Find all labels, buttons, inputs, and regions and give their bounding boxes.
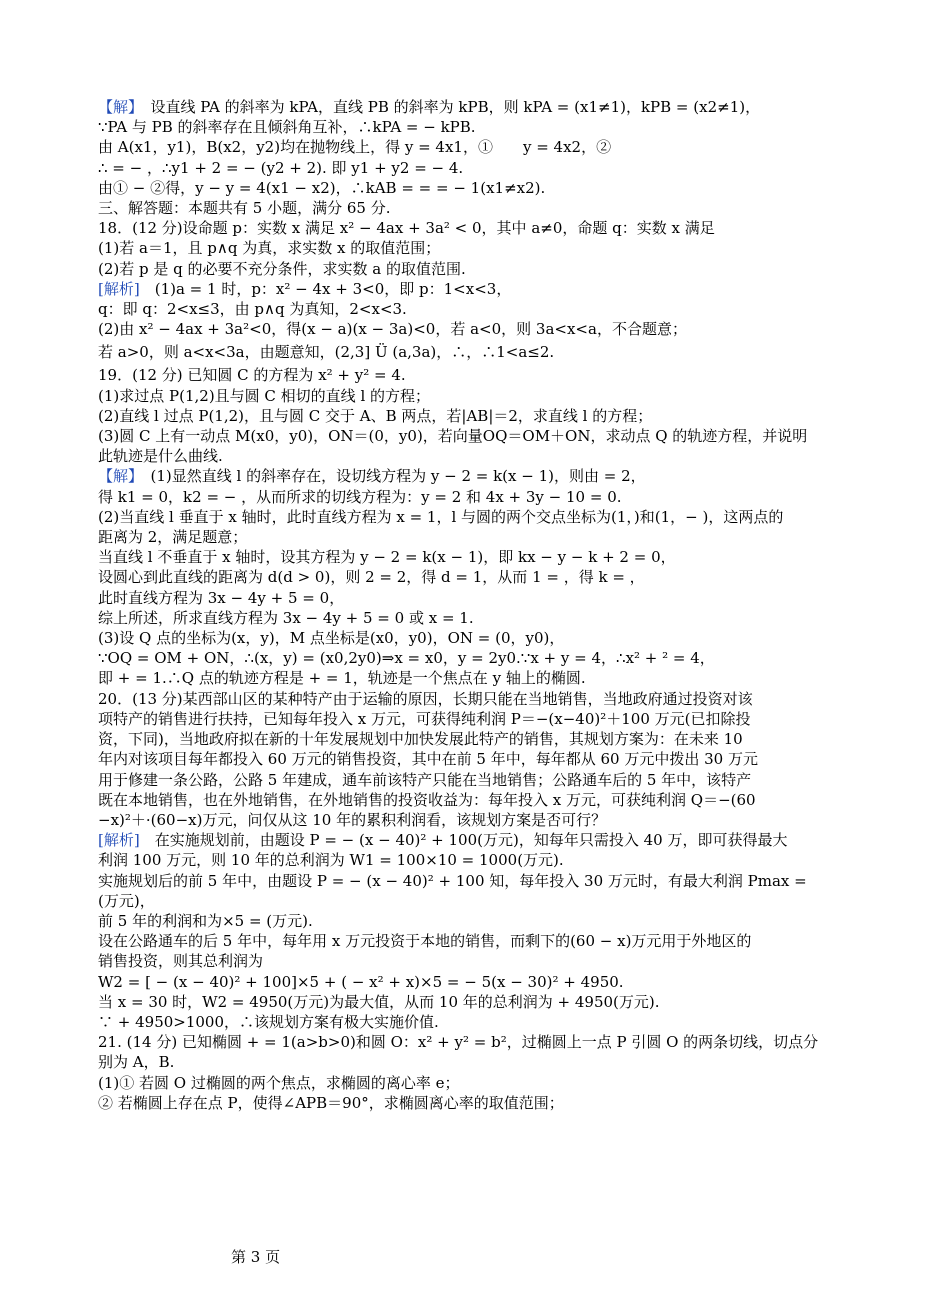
text-line	[98, 117, 868, 137]
text-line	[98, 279, 868, 299]
line-text: 得 k1 = 0，k2 = − ，从而所求的切线方程为：y = 2 和 4x + 3y − 10 = 0.	[98, 487, 622, 506]
line-text: 项特产的销售进行扶持，已知每年投入 x 万元，可获得纯利润 P＝−(x−40)²＋100 万元(已扣除投	[98, 709, 751, 728]
text-line	[98, 951, 868, 971]
text-line	[98, 319, 868, 339]
text-line	[98, 931, 868, 951]
line-text: 18．(12 分)设命题 p：实数 x 满足 x² − 4ax + 3a² < 0，其中 a≠0，命题 q：实数 x 满足	[98, 219, 715, 238]
line-text: (3)圆 C 上有一动点 M(x0，y0)，ON＝(0，y0)，若向量OQ＝OM＋ON，求动点 Q 的轨迹方程，并说明	[98, 427, 808, 446]
text-line	[98, 1032, 868, 1052]
text-line	[98, 487, 868, 507]
line-text: ∵ + 4950>1000，∴该规划方案有极大实施价值.	[98, 1012, 439, 1031]
text-line	[98, 911, 868, 931]
text-line	[98, 770, 868, 790]
text-line	[98, 891, 868, 911]
text-line	[98, 1052, 868, 1072]
line-text: 别为 A，B.	[98, 1053, 175, 1072]
line-text: 设直线 PA 的斜率为 kPA，直线 PB 的斜率为 kPB，则 kPA = (x1≠1)，kPB = (x2≠1)，	[135, 98, 761, 116]
text-line	[98, 158, 868, 178]
line-text: 20．(13 分)某西部山区的某种特产由于运输的原因，长期只能在当地销售，当地政府通过投资对该	[98, 689, 753, 708]
text-line	[98, 547, 868, 567]
line-text: 若 a>0，则 a<x<3a，由题意知，(2,3] Ü (a,3a)，∴，∴1<a≤2.	[98, 343, 555, 362]
text-line	[98, 137, 868, 157]
line-text: (1)求过点 P(1,2)且与圆 C 相切的直线 l 的方程；	[98, 386, 431, 405]
line-text: (3)设 Q 点的坐标为(x，y)，M 点坐标是(x0，y0)，ON = (0，y0)，	[98, 629, 565, 648]
text-line	[98, 259, 868, 279]
text-line	[98, 608, 868, 628]
text-line	[98, 709, 868, 729]
line-text: 此时直线方程为 3x − 4y + 5 = 0，	[98, 588, 345, 607]
line-text: 实施规划后的前 5 年中，由题设 P = − (x − 40)² + 100 知，每年投入 30 万元时，有最大利润 Pmax =	[98, 871, 807, 890]
line-text: ∵PA 与 PB 的斜率存在且倾斜角互补，∴kPA = − kPB.	[98, 118, 476, 137]
line-text: 21. (14 分) 已知椭圆 + = 1(a>b>0)和圆 O：x² + y² = b²，过椭圆上一点 P 引圆 O 的两条切线，切点分	[98, 1033, 819, 1052]
line-text: ② 若椭圆上存在点 P，使得∠APB＝90°，求椭圆离心率的取值范围；	[98, 1093, 564, 1112]
line-text: 由① − ②得，y − y = 4(x1 − x2)，∴kAB = = = − 1(x1≠x2).	[98, 178, 546, 197]
line-text: (1)若 a＝1，且 p∧q 为真，求实数 x 的取值范围；	[98, 239, 441, 258]
text-line	[98, 749, 868, 769]
text-line	[98, 198, 868, 218]
line-text: (1)① 若圆 O 过椭圆的两个焦点，求椭圆的离心率 e；	[98, 1073, 460, 1092]
line-text: q：即 q：2<x≤3，由 p∧q 为真知，2<x<3.	[98, 300, 407, 319]
text-line	[98, 810, 868, 830]
page-number: 第 3 页	[231, 1248, 281, 1266]
text-line	[98, 426, 868, 446]
line-text: 距离为 2，满足题意；	[98, 528, 248, 547]
line-text: ∴ = − ，∴y1 + 2 = − (y2 + 2). 即 y1 + y2 = − 4.	[98, 158, 464, 177]
line-text: (1)显然直线 l 的斜率存在，设切线方程为 y − 2 = k(x − 1)，则由 = 2，	[135, 467, 646, 486]
text-line	[98, 339, 868, 365]
text-line	[98, 689, 868, 709]
line-text: 用于修建一条公路，公路 5 年建成，通车前该特产只能在当地销售；公路通车后的 5 年中，该特产	[98, 770, 752, 789]
text-line	[98, 648, 868, 668]
line-text: 利润 100 万元，则 10 年的总利润为 W1 = 100×10 = 1000(万元).	[98, 851, 564, 870]
text-line	[98, 1012, 868, 1032]
line-text: 销售投资，则其总利润为	[98, 952, 264, 971]
text-line	[98, 992, 868, 1012]
solution-label: 【解】	[98, 98, 136, 116]
line-text: 三、解答题：本题共有 5 小题，满分 65 分.	[98, 199, 391, 218]
text-line	[98, 972, 868, 992]
text-line	[98, 406, 868, 426]
line-text: 前 5 年的利润和为×5 = (万元).	[98, 911, 313, 930]
text-line	[98, 830, 868, 850]
text-line	[98, 178, 868, 198]
text-line	[98, 850, 868, 870]
line-text: 年内对该项目每年都投入 60 万元的销售投资，其中在前 5 年中，每年都从 60 万元中拨出 30 万元	[98, 750, 758, 769]
line-text: (2)若 p 是 q 的必要不充分条件，求实数 a 的取值范围.	[98, 259, 466, 278]
line-text: 设在公路通车的后 5 年中，每年用 x 万元投资于本地的销售，而剩下的(60 − x)万元用于外地区的	[98, 932, 752, 951]
line-text: 既在本地销售，也在外地销售，在外地销售的投资收益为：每年投入 x 万元，可获纯利润 Q＝−(60	[98, 790, 756, 809]
text-line	[98, 299, 868, 319]
solution-label: 【解】	[98, 467, 136, 486]
text-line	[98, 386, 868, 406]
line-text: 由 A(x1，y1)，B(x2，y2)均在抛物线上，得 y = 4x1，① y = 4x2，②	[98, 138, 612, 157]
line-text: (2)当直线 l 垂直于 x 轴时，此时直线方程为 x = 1，l 与圆的两个交点坐标为(1，)和(1，− )，这两点的	[98, 507, 784, 526]
text-line	[98, 567, 868, 587]
line-text: −x)²＋·(60−x)万元，问仅从这 10 年的累积利润看，该规划方案是否可行？	[98, 810, 607, 829]
text-line	[98, 588, 868, 608]
line-text: 19．(12 分) 已知圆 C 的方程为 x² + y² = 4.	[98, 366, 406, 385]
text-line	[98, 527, 868, 547]
line-text: (万元)，	[98, 891, 155, 910]
line-text: W2 = [ − (x − 40)² + 100]×5 + ( − x² + x)×5 = − 5(x − 30)² + 4950.	[98, 972, 624, 991]
text-line	[98, 729, 868, 749]
text-line	[98, 507, 868, 527]
line-text: ∵OQ = OM + ON，∴(x，y) = (x0,2y0)⇒x = x0，y = 2y0.∵x + y = 4，∴x² + ² = 4，	[98, 649, 715, 668]
line-text: 当 x = 30 时，W2 = 4950(万元)为最大值，从而 10 年的总利润为 + 4950(万元).	[98, 992, 660, 1011]
line-text: 此轨迹是什么曲线.	[98, 447, 223, 466]
text-line	[98, 218, 868, 238]
line-text: 即 + = 1.∴Q 点的轨迹方程是 + = 1，轨迹是一个焦点在 y 轴上的椭圆.	[98, 669, 586, 688]
solution-label: [解析]	[98, 831, 140, 850]
line-text: (2)由 x² − 4ax + 3a²<0，得(x − a)(x − 3a)<0，若 a<0，则 3a<x<a，不合题意；	[98, 320, 687, 339]
line-text: 综上所述，所求直线方程为 3x − 4y + 5 = 0 或 x = 1.	[98, 608, 474, 627]
document-body	[98, 97, 868, 1113]
line-text: 当直线 l 不垂直于 x 轴时，设其方程为 y − 2 = k(x − 1)，即 kx − y − k + 2 = 0，	[98, 548, 676, 567]
text-line	[98, 466, 868, 486]
solution-label: [解析]	[98, 279, 140, 298]
text-line	[98, 1073, 868, 1093]
text-line	[98, 628, 868, 648]
line-text: (1)a = 1 时，p：x² − 4x + 3<0，即 p：1<x<3，	[139, 279, 512, 298]
text-line	[98, 446, 868, 466]
text-line	[98, 97, 868, 117]
text-line	[98, 1093, 868, 1113]
line-text: 设圆心到此直线的距离为 d(d > 0)，则 2 = 2，得 d = 1，从而 1 = ，得 k = ，	[98, 568, 645, 587]
text-line	[98, 238, 868, 258]
text-line	[98, 871, 868, 891]
text-line	[98, 668, 868, 688]
text-line	[98, 790, 868, 810]
line-text: 资，下同)，当地政府拟在新的十年发展规划中加快发展此特产的销售，其规划方案为：在未来 10	[98, 730, 743, 749]
text-line	[98, 365, 868, 385]
line-text: 在实施规划前，由题设 P = − (x − 40)² + 100(万元)，知每年只需投入 40 万，即可获得最大	[139, 831, 788, 850]
line-text: (2)直线 l 过点 P(1,2)，且与圆 C 交于 A、B 两点，若|AB|＝2，求直线 l 的方程；	[98, 406, 653, 425]
